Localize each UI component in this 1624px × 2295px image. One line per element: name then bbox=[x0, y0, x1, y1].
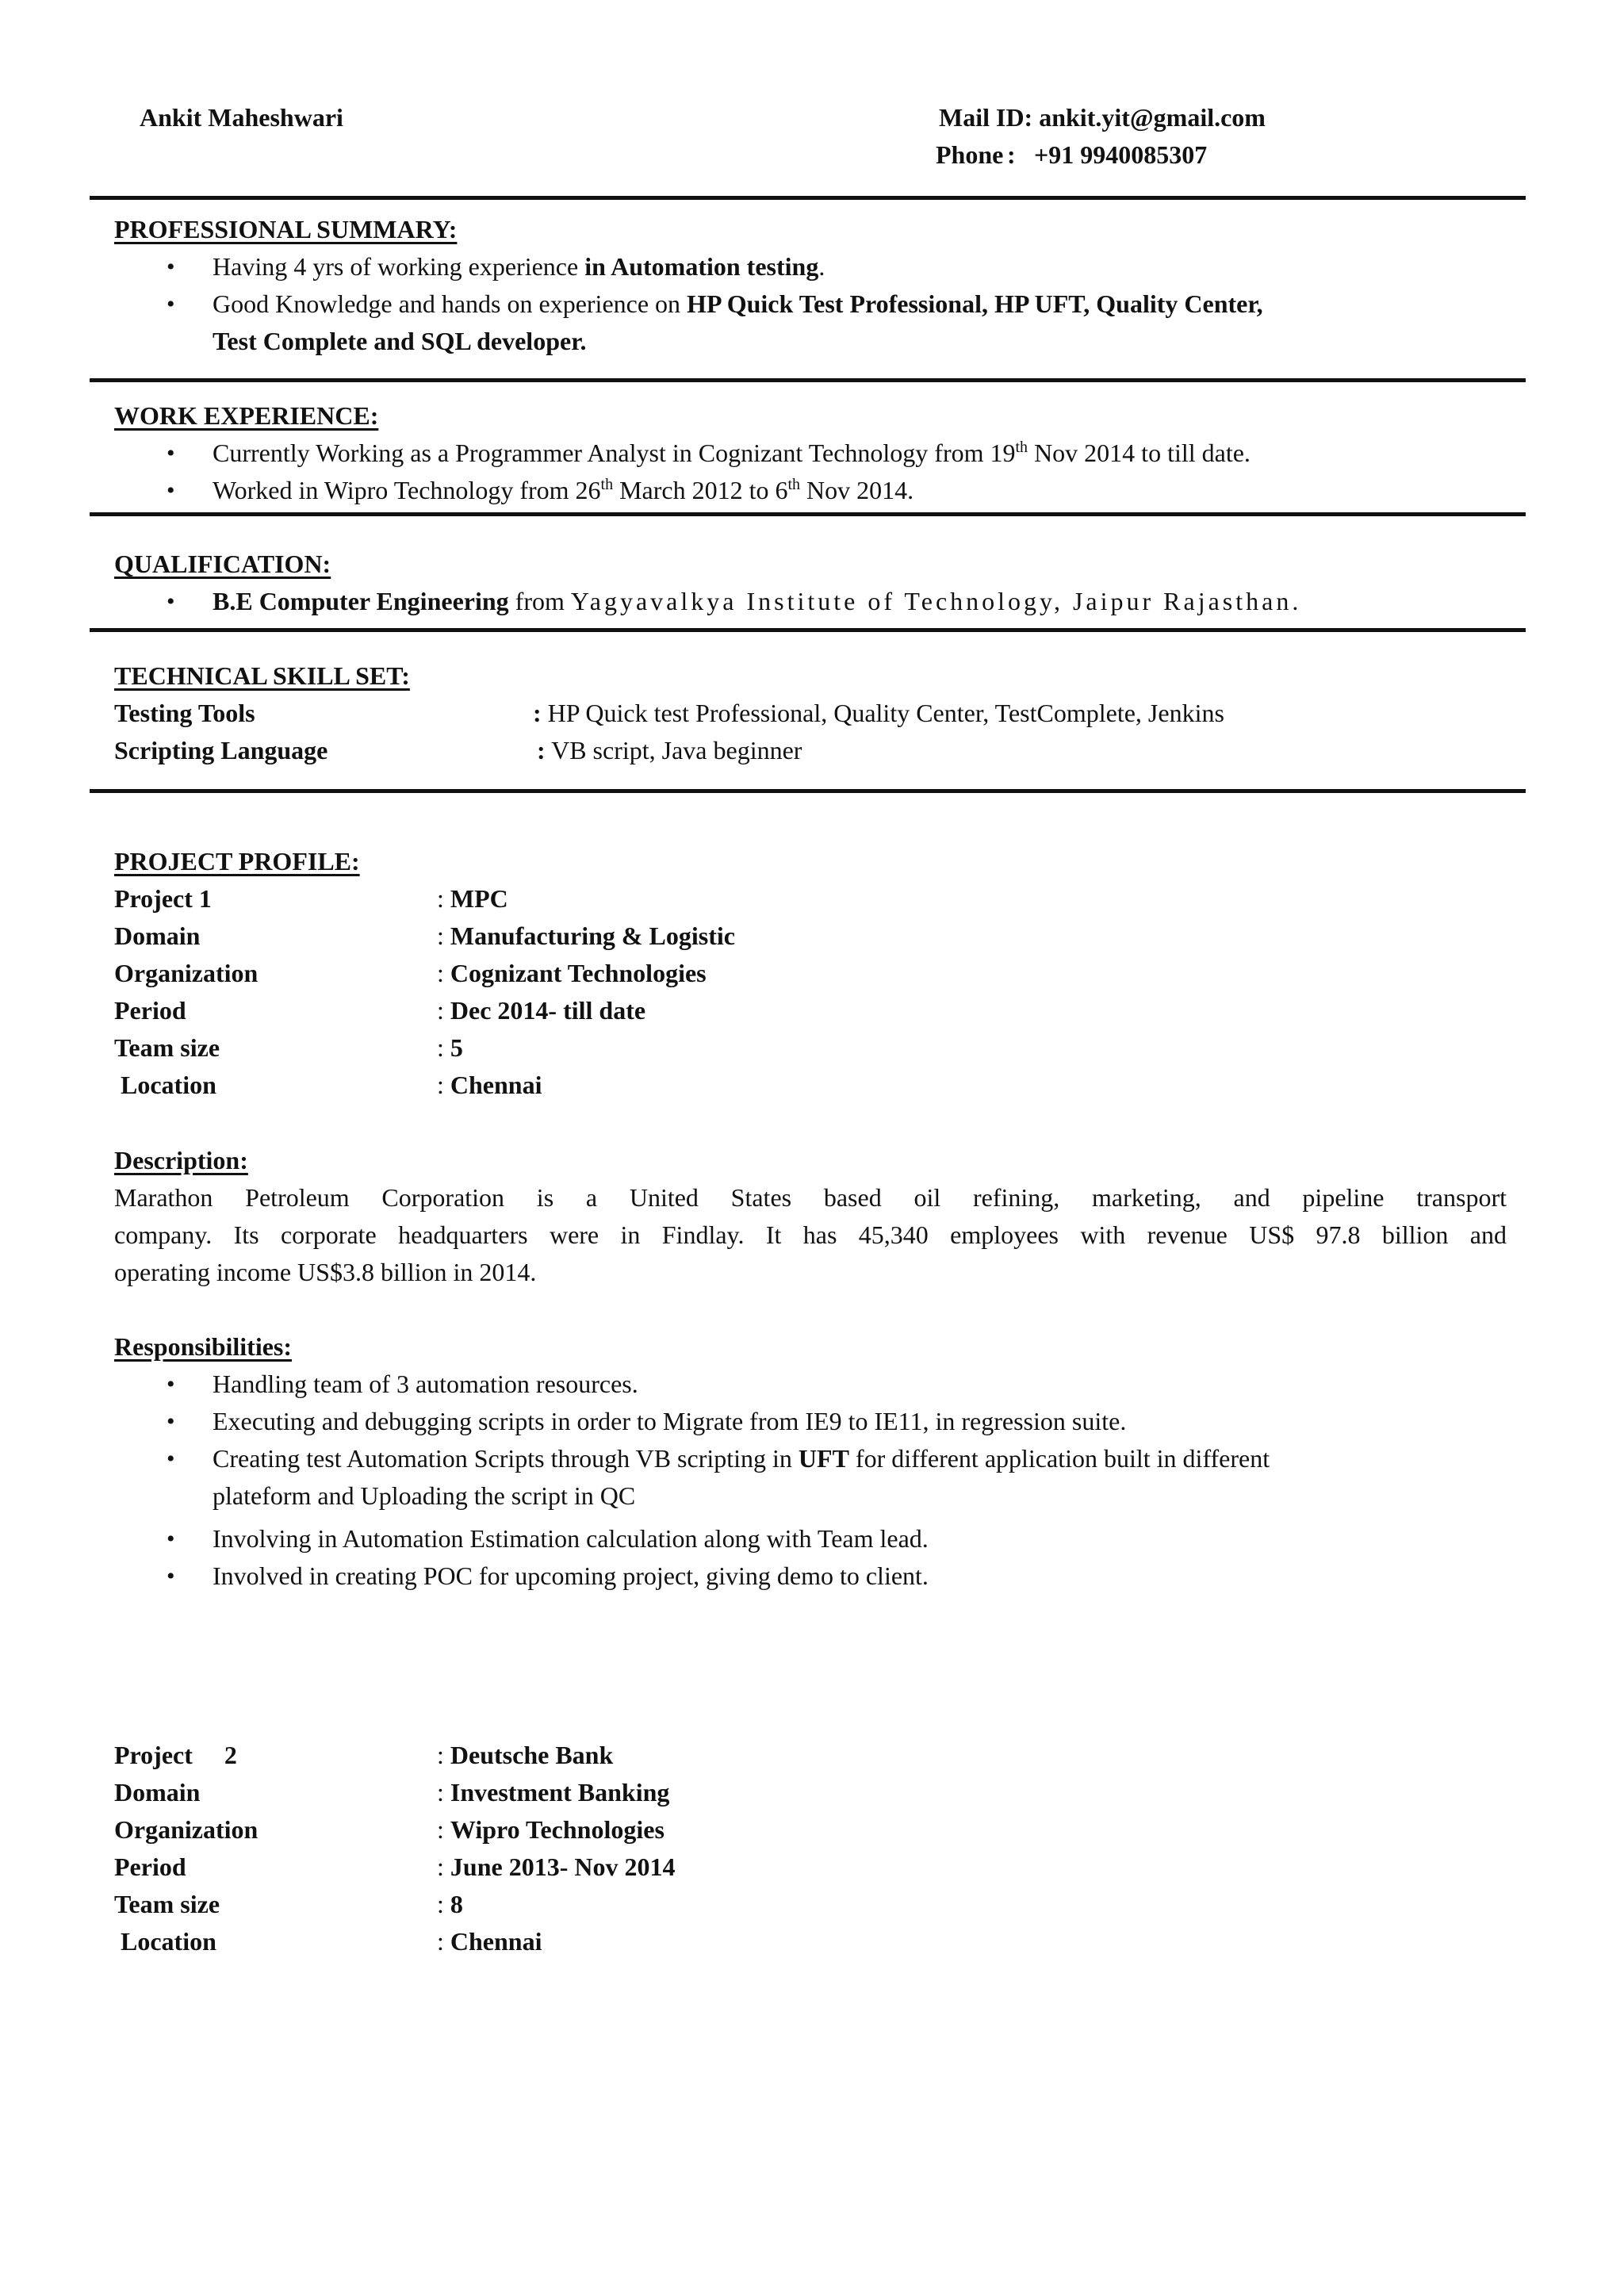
field-value-text: MPC bbox=[450, 884, 508, 913]
field-label: Organization bbox=[114, 1815, 259, 1844]
field-separator: : bbox=[437, 1927, 450, 1956]
field-value-text: Deutsche Bank bbox=[450, 1741, 614, 1769]
field-value bbox=[437, 1067, 542, 1104]
ordinal-suffix: th bbox=[600, 476, 614, 493]
responsibility-item: Executing and debugging scripts in order to Migrate from IE9 to IE11, in regression suite. bbox=[213, 1407, 1127, 1435]
description-heading: Description: bbox=[114, 1146, 248, 1174]
field-label: Period bbox=[114, 996, 186, 1025]
bullet-icon: • bbox=[167, 477, 175, 504]
divider-rule bbox=[90, 196, 1526, 200]
candidate-name: Ankit Maheshwari bbox=[140, 103, 343, 132]
phone-line bbox=[936, 136, 1207, 174]
work-item bbox=[213, 435, 1251, 472]
responsibility-item: Handling team of 3 automation resources. bbox=[213, 1370, 638, 1398]
field-value-text: 5 bbox=[450, 1033, 463, 1062]
divider-rule bbox=[90, 378, 1526, 382]
field-separator: : bbox=[437, 884, 450, 913]
phone-label: Phone bbox=[936, 140, 1004, 169]
field-separator: : bbox=[437, 1741, 450, 1769]
description-line: company. Its corporate headquarters were in Findlay. It has 45,340 employees with revenue US$ 97.8 billion and bbox=[114, 1220, 1507, 1249]
bullet-icon: • bbox=[167, 440, 175, 466]
skill-value-text: VB script, Java beginner bbox=[545, 736, 802, 764]
work-item-text: Nov 2014. bbox=[800, 476, 914, 504]
skill-value-text: HP Quick test Professional, Quality Center, TestComplete, Jenkins bbox=[541, 699, 1224, 727]
field-value bbox=[437, 992, 645, 1029]
bullet-icon: • bbox=[167, 1408, 175, 1435]
field-separator: : bbox=[437, 1071, 450, 1099]
bullet-icon: • bbox=[167, 1526, 175, 1552]
responsibility-text: for different application built in different bbox=[848, 1444, 1270, 1473]
summary-item-text: Having 4 yrs of working experience bbox=[213, 252, 585, 281]
bullet-icon: • bbox=[167, 1563, 175, 1589]
field-value bbox=[437, 918, 735, 955]
work-item-text: Currently Working as a Programmer Analyst in Cognizant Technology from 19 bbox=[213, 439, 1016, 467]
responsibility-continuation: plateform and Uploading the script in QC bbox=[213, 1481, 636, 1510]
responsibility-item: Involving in Automation Estimation calculation along with Team lead. bbox=[213, 1524, 929, 1553]
description-line: operating income US$3.8 billion in 2014. bbox=[114, 1258, 537, 1286]
field-label: Location bbox=[114, 1071, 216, 1099]
field-separator: : bbox=[437, 1815, 450, 1844]
field-value bbox=[437, 1923, 542, 1960]
responsibility-item: Involved in creating POC for upcoming project, giving demo to client. bbox=[213, 1561, 929, 1590]
field-value-text: Manufacturing & Logistic bbox=[450, 921, 735, 950]
project-field-row bbox=[114, 1737, 907, 1774]
description-paragraph bbox=[114, 1179, 1507, 1291]
project-field-row bbox=[114, 1029, 907, 1067]
project-field-row bbox=[114, 992, 907, 1029]
field-value-text: Dec 2014- till date bbox=[450, 996, 646, 1025]
mail-label: Mail ID: bbox=[939, 103, 1033, 132]
work-item bbox=[213, 472, 914, 509]
phone-separator: : bbox=[1007, 140, 1016, 169]
summary-item-text: Good Knowledge and hands on experience on bbox=[213, 289, 688, 318]
field-separator: : bbox=[437, 1033, 450, 1062]
skills-heading: TECHNICAL SKILL SET: bbox=[114, 661, 410, 690]
field-label: Team size bbox=[114, 1033, 220, 1062]
skill-value bbox=[533, 695, 1224, 732]
field-value-text: Wipro Technologies bbox=[450, 1815, 665, 1844]
project-field-row bbox=[114, 918, 907, 955]
field-label: Domain bbox=[114, 1778, 201, 1806]
work-heading: WORK EXPERIENCE: bbox=[114, 401, 379, 430]
field-value bbox=[437, 1774, 669, 1811]
summary-item-bold: HP Quick Test Professional, HP UFT, Quality Center, bbox=[687, 289, 1263, 318]
field-value bbox=[437, 1029, 463, 1067]
responsibility-text: Creating test Automation Scripts through VB scripting in bbox=[213, 1444, 799, 1473]
field-label: Team size bbox=[114, 1890, 220, 1918]
field-separator: : bbox=[437, 996, 450, 1025]
field-value-text: Chennai bbox=[450, 1927, 542, 1956]
degree: B.E Computer Engineering bbox=[213, 587, 509, 615]
field-value bbox=[437, 1886, 463, 1923]
summary-item bbox=[213, 248, 825, 285]
qualification-item bbox=[213, 583, 1301, 620]
project-field-row bbox=[114, 1849, 907, 1886]
project-field-row bbox=[114, 955, 907, 992]
work-item-text: Nov 2014 to till date. bbox=[1028, 439, 1251, 467]
field-value bbox=[437, 1811, 665, 1849]
field-separator: : bbox=[437, 1778, 450, 1806]
qualification-text: from bbox=[508, 587, 571, 615]
work-item-text: Worked in Wipro Technology from 26 bbox=[213, 476, 601, 504]
bullet-icon: • bbox=[167, 588, 175, 615]
field-value-text: Investment Banking bbox=[450, 1778, 670, 1806]
project-field-row bbox=[114, 880, 907, 918]
ordinal-suffix: th bbox=[787, 476, 801, 493]
bullet-icon: • bbox=[167, 291, 175, 317]
responsibility-bold: UFT bbox=[798, 1444, 849, 1473]
institute: Yagyavalkya Institute of Technology, Jaipur Rajasthan. bbox=[570, 587, 1302, 615]
summary-item-bold: in Automation testing bbox=[584, 252, 819, 281]
phone-number: +91 9940085307 bbox=[1034, 140, 1208, 169]
field-value-text: June 2013- Nov 2014 bbox=[450, 1852, 676, 1881]
project-field-row bbox=[114, 1774, 907, 1811]
field-label: Domain bbox=[114, 921, 201, 950]
summary-item bbox=[213, 285, 1263, 323]
qualification-heading: QUALIFICATION: bbox=[114, 550, 331, 578]
project-field-row bbox=[114, 1886, 907, 1923]
project-heading: PROJECT PROFILE: bbox=[114, 847, 360, 875]
skill-label: Testing Tools bbox=[114, 699, 255, 727]
skill-separator: : bbox=[537, 736, 546, 764]
field-value bbox=[437, 1737, 613, 1774]
responsibility-item bbox=[213, 1440, 1270, 1477]
field-label: Project 1 bbox=[114, 884, 212, 913]
skill-separator: : bbox=[533, 699, 542, 727]
skill-value bbox=[537, 732, 802, 769]
description-line: Marathon Petroleum Corporation is a United States based oil refining, marketing, and pipeline transport bbox=[114, 1183, 1507, 1212]
responsibilities-heading: Responsibilities: bbox=[114, 1332, 293, 1361]
summary-heading: PROFESSIONAL SUMMARY: bbox=[114, 215, 458, 243]
field-separator: : bbox=[437, 1890, 450, 1918]
field-label: Period bbox=[114, 1852, 186, 1881]
field-label: Location bbox=[114, 1927, 216, 1956]
field-value-text: Cognizant Technologies bbox=[450, 959, 707, 987]
field-value-text: 8 bbox=[450, 1890, 463, 1918]
field-label: Organization bbox=[114, 959, 259, 987]
divider-rule bbox=[90, 512, 1526, 516]
field-value-text: Chennai bbox=[450, 1071, 542, 1099]
summary-item-text: . bbox=[818, 252, 825, 281]
divider-rule bbox=[90, 789, 1526, 793]
project-field-row bbox=[114, 1067, 907, 1104]
work-item-text: March 2012 to 6 bbox=[613, 476, 788, 504]
project-field-row bbox=[114, 1923, 907, 1960]
field-separator: : bbox=[437, 1852, 450, 1881]
mail-address[interactable]: ankit.yit@gmail.com bbox=[1039, 103, 1266, 132]
field-separator: : bbox=[437, 959, 450, 987]
project-field-row bbox=[114, 1811, 907, 1849]
field-label: Project 2 bbox=[114, 1741, 237, 1769]
bullet-icon: • bbox=[167, 1371, 175, 1397]
summary-item-continuation: Test Complete and SQL developer. bbox=[213, 327, 587, 355]
ordinal-suffix: th bbox=[1015, 439, 1028, 456]
divider-rule bbox=[90, 628, 1526, 632]
mail-line bbox=[939, 99, 1266, 136]
field-value bbox=[437, 955, 707, 992]
field-value bbox=[437, 880, 508, 918]
field-separator: : bbox=[437, 921, 450, 950]
bullet-icon: • bbox=[167, 1446, 175, 1472]
field-value bbox=[437, 1849, 675, 1886]
bullet-icon: • bbox=[167, 254, 175, 280]
skill-label: Scripting Language bbox=[114, 736, 328, 764]
